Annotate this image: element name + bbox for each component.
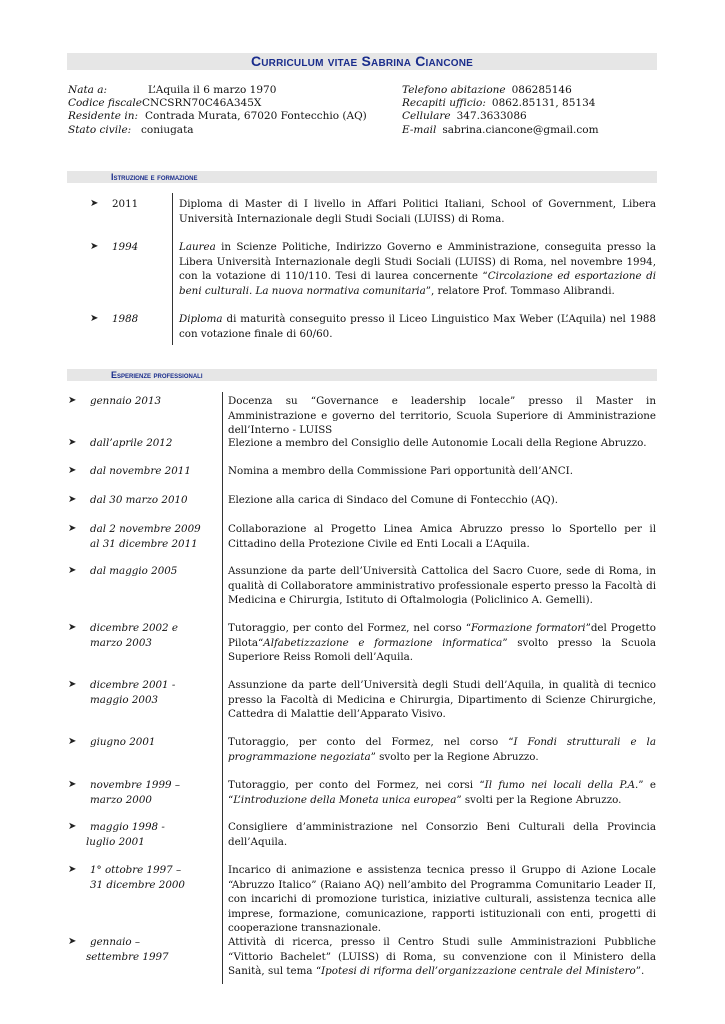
experience-date-end: luglio 2001 xyxy=(86,836,145,848)
education-date: 1988 xyxy=(112,313,139,325)
desc-italic: L’introduzione della Moneta unica europea xyxy=(233,793,457,806)
arrow-bullet-icon: ➤ xyxy=(90,313,99,324)
desc-text: Tutoraggio, per conto del Formez, nei corsi “ xyxy=(228,779,485,791)
info-value: CNCSRN70C46A345X xyxy=(142,97,262,110)
info-row xyxy=(402,97,599,110)
info-value: 086285146 xyxy=(511,84,572,96)
experience-date-end: marzo 2000 xyxy=(90,794,152,806)
desc-text: ” svolto presso la Scuola Superiore Reiss Romoli dell’Aquila. xyxy=(228,636,656,664)
experience-desc: Collaborazione al Progetto Linea Amica Abruzzo presso lo Sportello per il Cittadino della Protezione Civile ed Enti Locali a L’Aquila. xyxy=(228,523,656,550)
experience-date: dall’aprile 2012 xyxy=(90,437,173,449)
education-desc: Diploma di Master di I livello in Affari Politici Italiani, School of Government, Libera Università Internazionale degli Studi Sociali (LUISS) di Roma. xyxy=(179,198,656,225)
desc-italic: Diploma xyxy=(179,313,223,325)
experience-desc: Nomina a membro della Commissione Pari opportunità dell’ANCI. xyxy=(228,465,574,477)
experience-date: giugno 2001 xyxy=(90,736,156,748)
desc-text: ” svolti per la Regione Abruzzo. xyxy=(456,793,622,806)
education-date: 2011 xyxy=(112,198,139,210)
experience-divider xyxy=(222,392,223,984)
experience-date-end: al 31 dicembre 2011 xyxy=(90,538,198,550)
education-heading: Istruzione e formazione xyxy=(67,171,657,183)
experience-date: 1° ottobre 1997 – xyxy=(90,864,182,876)
desc-italic: Il fumo nei locali della P.A. xyxy=(484,779,639,791)
personal-info-left xyxy=(68,84,367,137)
experience-date-end: maggio 2003 xyxy=(90,694,159,706)
desc-text: Tutoraggio, per conto del Formez, nel corso “ xyxy=(228,622,471,634)
experience-desc: Elezione alla carica di Sindaco del Comune di Fontecchio (AQ). xyxy=(228,494,559,506)
experience-date: gennaio 2013 xyxy=(90,395,162,407)
info-row xyxy=(402,124,599,137)
arrow-bullet-icon: ➤ xyxy=(68,395,77,406)
info-row xyxy=(68,97,367,110)
arrow-bullet-icon: ➤ xyxy=(90,241,99,252)
info-label: Residente in: xyxy=(68,110,138,123)
info-row xyxy=(68,84,367,97)
experience-date: dal novembre 2011 xyxy=(90,465,191,477)
desc-italic: Alfabetizzazione e formazione informatica xyxy=(263,636,503,649)
desc-text: ” e “ xyxy=(228,779,656,806)
page-title: Curriculum vitae Sabrina Ciancone xyxy=(67,53,657,70)
personal-info-right xyxy=(402,84,599,137)
experience-desc: Assunzione da parte dell’Università degli Studi dell’Aquila, in qualità di tecnico presso la Facoltà di Medicina e Chirurgia, Dipartimento di Scienze Chirurgiche, Cattedra di Malattie dell’Apparato Visivo. xyxy=(228,679,656,721)
experience-date: dicembre 2002 e xyxy=(90,622,178,634)
experience-date-end: 31 dicembre 2000 xyxy=(90,879,185,891)
education-date: 1994 xyxy=(112,241,139,253)
info-value: sabrina.ciancone@gmail.com xyxy=(442,123,599,136)
arrow-bullet-icon: ➤ xyxy=(68,736,77,747)
education-desc xyxy=(179,312,656,341)
experience-date: dal maggio 2005 xyxy=(90,565,178,577)
arrow-bullet-icon: ➤ xyxy=(90,198,99,209)
desc-italic: Formazione formatori xyxy=(470,622,586,634)
arrow-bullet-icon: ➤ xyxy=(68,864,77,875)
experience-desc: Incarico di animazione e assistenza tecnica presso il Gruppo di Azione Locale “Abruzzo Italico” (Raiano AQ) nell’ambito del Programma Comunitario Leader II, con incarichi di promozione turistica, iniziative culturali, assistenza tecnica alle imprese, formazione, comunicazione, rapporti istituzionali con enti, progetti di cooperazione transnazionale. xyxy=(228,864,656,935)
desc-text: in Scienze Politiche, Indirizzo Governo e Amministrazione, conseguita presso la Libera Università Internazionale degli Studi Sociali (LUISS) di Roma, nel novembre 1994, con la votazione di 110/110. Tesi di laurea concernente “ xyxy=(179,241,656,283)
info-row xyxy=(68,124,367,137)
desc-text: ”, relatore Prof. Tommaso Alibrandi. xyxy=(425,284,615,297)
experience-desc: Assunzione da parte dell’Università Cattolica del Sacro Cuore, sede di Roma, in qualità di Collaboratore amministrativo professionale esperto presso la Facoltà di Medicina e Chirurgia, Istituto di Oftalmologia (Policlinico A. Gemelli). xyxy=(228,565,656,607)
arrow-bullet-icon: ➤ xyxy=(68,494,77,505)
info-value: L’Aquila il 6 marzo 1970 xyxy=(148,84,277,96)
experience-desc: Docenza su “Governance e leadership locale” presso il Master in Amministrazione e governo del territorio, Scuola Superiore di Amministrazione dell’Interno - LUISS xyxy=(228,395,656,437)
experience-date: dal 30 marzo 2010 xyxy=(90,494,188,506)
arrow-bullet-icon: ➤ xyxy=(68,523,77,534)
experience-desc xyxy=(228,735,656,764)
desc-text: ”del Progetto Pilota“ xyxy=(228,622,656,649)
desc-text: ”. xyxy=(635,965,645,978)
desc-italic: I Fondi strutturali e la programmazione negoziata xyxy=(228,736,656,763)
experience-desc: Elezione a membro del Consiglio delle Autonomie Locali della Regione Abruzzo. xyxy=(228,437,647,449)
arrow-bullet-icon: ➤ xyxy=(68,779,77,790)
experience-date: dal 2 novembre 2009 xyxy=(90,523,201,535)
desc-italic: Laurea xyxy=(179,241,216,253)
arrow-bullet-icon: ➤ xyxy=(68,821,77,832)
desc-text: di maturità conseguito presso il Liceo Linguistico Max Weber (L’Aquila) nel 1988 con votazione finale di 60/60. xyxy=(179,313,656,340)
info-value: 347.3633086 xyxy=(456,110,527,123)
experience-date: maggio 1998 - xyxy=(90,821,165,833)
info-value: 0862.85131, 85134 xyxy=(491,97,596,110)
desc-text: ” svolto per la Regione Abruzzo. xyxy=(370,750,539,763)
info-value: coniugata xyxy=(141,123,194,136)
info-label: Cellulare xyxy=(402,110,451,123)
info-row xyxy=(402,110,599,123)
info-value: Contrada Murata, 67020 Fontecchio (AQ) xyxy=(145,110,367,123)
experience-date-end: settembre 1997 xyxy=(86,951,169,963)
arrow-bullet-icon: ➤ xyxy=(68,679,77,690)
education-desc xyxy=(179,240,656,298)
arrow-bullet-icon: ➤ xyxy=(68,465,77,476)
experience-date: dicembre 2001 - xyxy=(90,679,176,691)
info-label: Stato civile: xyxy=(68,123,132,136)
info-label: Recapiti ufficio: xyxy=(402,97,486,110)
info-label: E-mail xyxy=(402,123,437,136)
arrow-bullet-icon: ➤ xyxy=(68,437,77,448)
experience-desc xyxy=(228,778,656,807)
arrow-bullet-icon: ➤ xyxy=(68,936,77,947)
experience-date: novembre 1999 – xyxy=(90,779,181,791)
arrow-bullet-icon: ➤ xyxy=(68,565,77,576)
info-row xyxy=(402,84,599,97)
experience-date: gennaio – xyxy=(90,936,141,948)
desc-italic: Circolazione ed esportazione di beni culturali. La nuova normativa comunitaria xyxy=(179,270,656,297)
desc-italic: Ipotesi di riforma dell’organizzazione centrale del Ministero xyxy=(321,965,636,978)
desc-text: Tutoraggio, per conto del Formez, nel corso “ xyxy=(228,736,514,748)
info-label: Telefono abitazione xyxy=(402,84,506,96)
info-label: Nata a: xyxy=(68,84,108,96)
experience-desc xyxy=(228,621,656,665)
education-divider xyxy=(172,193,173,345)
desc-text: Attività di ricerca, presso il Centro Studi sulle Amministrazioni Pubbliche “Vittorio Bachelet” (LUISS) di Roma, su convenzione con il Ministero della Sanità, sul tema “ xyxy=(228,936,656,978)
info-label: Codice fiscale xyxy=(68,97,142,110)
info-row xyxy=(68,110,367,123)
experience-desc: Consigliere d’amministrazione nel Consorzio Beni Culturali della Provincia dell’Aquila. xyxy=(228,821,656,848)
experience-date-end: marzo 2003 xyxy=(90,637,152,649)
experience-desc xyxy=(228,935,656,979)
experience-heading: Esperienze professionali xyxy=(67,369,657,381)
arrow-bullet-icon: ➤ xyxy=(68,622,77,633)
